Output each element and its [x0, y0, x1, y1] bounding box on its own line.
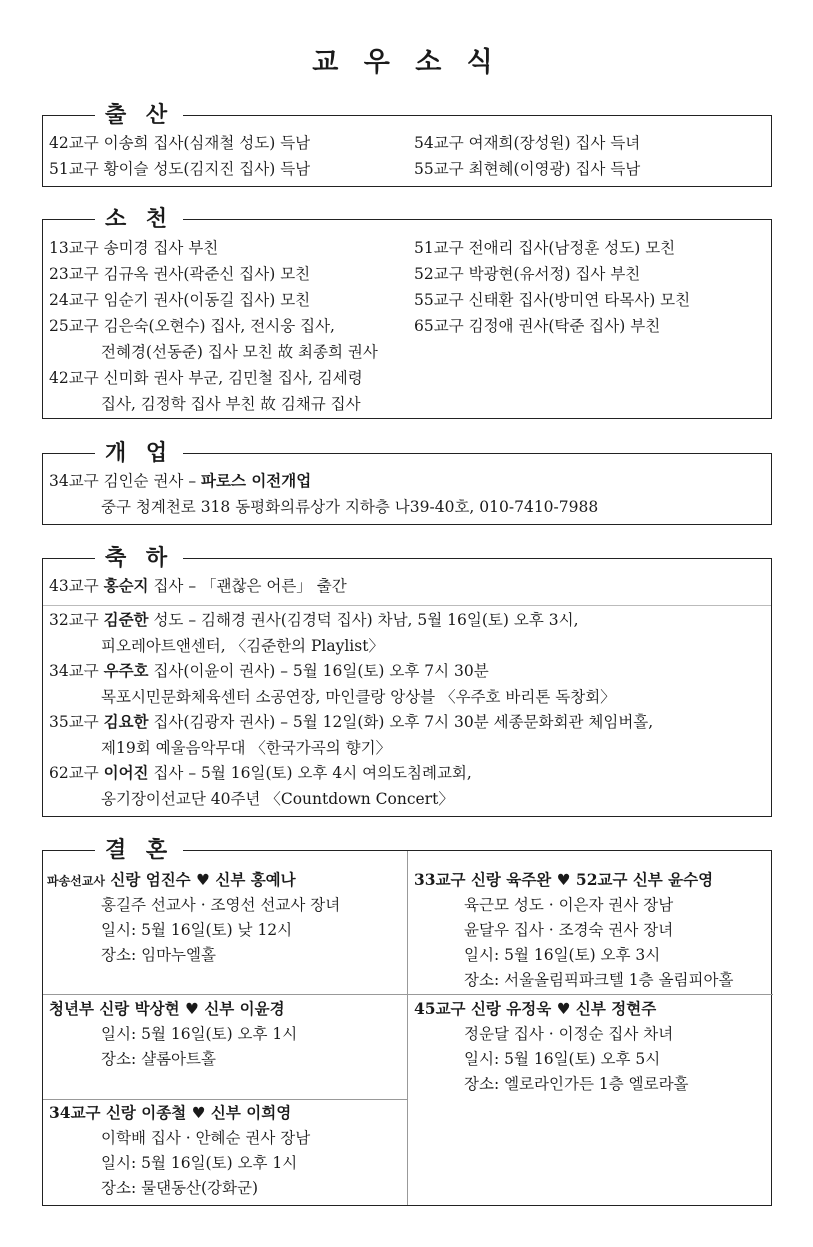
- bride: 신부 이윤경: [204, 999, 285, 1018]
- heart-icon: ♥: [191, 1104, 206, 1122]
- list-item: 제19회 예울음악무대 〈한국가곡의 향기〉: [101, 739, 392, 757]
- opening-section: [42, 440, 772, 525]
- opening-heading: 개 업: [95, 440, 183, 466]
- bride: 신부 홍예나: [215, 870, 296, 889]
- list-item: 24교구 임순기 권사(이동길 집사) 모친: [49, 291, 311, 309]
- groom: 신랑 엄진수: [110, 870, 191, 889]
- item-name: 김준한: [103, 610, 149, 629]
- couple-place: 장소: 물댄동산(강화군): [101, 1179, 259, 1197]
- couple-parents: 윤달우 집사 · 조경숙 권사 장녀: [464, 921, 674, 939]
- item-prefix: 35교구: [49, 713, 104, 731]
- list-item: 51교구 전애리 집사(남정훈 성도) 모친: [414, 239, 676, 257]
- list-item: 55교구 신태환 집사(방미연 타목사) 모친: [414, 291, 691, 309]
- couple-place: 장소: 서울올림픽파크텔 1층 올림피아홀: [464, 971, 734, 989]
- opening-business: 파로스 이전개업: [201, 471, 312, 490]
- list-item: 23교구 김규옥 권사(곽준신 집사) 모친: [49, 265, 311, 283]
- list-item: 52교구 박광현(유서정) 집사 부친: [414, 265, 641, 283]
- list-item: 51교구 황이슬 성도(김지진 집사) 득남: [49, 160, 311, 178]
- item-prefix: 62교구: [49, 764, 104, 782]
- couple-header: [47, 868, 296, 893]
- group-label: 34교구: [49, 1103, 101, 1122]
- couple-place: 장소: 임마누엘홀: [101, 946, 216, 964]
- couple-header: [414, 997, 656, 1021]
- groom: 신랑 육주완: [470, 870, 552, 889]
- divider: [43, 1099, 407, 1100]
- bride: 52교구 신부 윤수영: [575, 870, 714, 889]
- list-item: 13교구 송미경 집사 부친: [49, 239, 219, 257]
- opening-prefix: 34교구 김인순 권사 –: [49, 472, 201, 490]
- congrats-rest: 집사 – 「괜찮은 어른」 출간: [148, 577, 347, 595]
- couple-place: 장소: 엘로라인가든 1층 엘로라홀: [464, 1075, 689, 1093]
- list-item: 65교구 김정애 권사(탁준 집사) 부친: [414, 317, 661, 335]
- couple-header: [49, 997, 285, 1021]
- item-name: 우주호: [103, 661, 149, 680]
- list-item: [49, 761, 472, 785]
- list-item: 옹기장이선교단 40주년 〈Countdown Concert〉: [101, 790, 454, 808]
- couple-parents: 홍길주 선교사 · 조영선 선교사 장녀: [101, 896, 341, 914]
- couple-date: 일시: 5월 16일(토) 오후 1시: [101, 1025, 298, 1043]
- couple-header: [49, 1101, 291, 1125]
- list-item: 42교구 신미화 권사 부군, 김민철 집사, 김세령: [49, 369, 363, 387]
- couple-date: 일시: 5월 16일(토) 오후 1시: [101, 1154, 298, 1172]
- groom: 신랑 이종철: [105, 1103, 187, 1122]
- couple-parents: 이학배 집사 · 안혜순 권사 장남: [101, 1129, 311, 1147]
- group-label: 파송선교사: [47, 874, 105, 888]
- divider: [43, 994, 773, 995]
- death-heading: 소 천: [95, 206, 183, 232]
- couple-place: 장소: 샬롬아트홀: [101, 1050, 216, 1068]
- birth-heading: 출 산: [95, 102, 183, 128]
- heart-icon: ♥: [196, 871, 210, 889]
- wedding-section: [42, 837, 772, 1206]
- congrats-name: 홍순지: [103, 576, 149, 595]
- list-item: 55교구 최현혜(이영광) 집사 득남: [414, 160, 641, 178]
- item-name: 김요한: [103, 712, 149, 731]
- group-label: 33교구: [414, 870, 466, 889]
- list-item: 집사, 김정학 집사 부친 故 김채규 집사: [101, 395, 361, 413]
- opening-line: [49, 469, 311, 493]
- list-item: 42교구 이송희 집사(심재철 성도) 득남: [49, 134, 311, 152]
- wedding-heading: 결 혼: [95, 837, 183, 863]
- couple-date: 일시: 5월 16일(토) 오후 3시: [464, 946, 661, 964]
- list-item: [49, 608, 579, 632]
- couple-header: [414, 868, 713, 892]
- bride: 신부 이희영: [210, 1103, 292, 1122]
- column-divider: [407, 851, 408, 1205]
- bride: 신부 정현주: [575, 999, 657, 1018]
- list-item: 피오레아트앤센터, 〈김준한의 Playlist〉: [101, 637, 384, 655]
- item-rest: 성도 – 김해경 권사(김경덕 집사) 차남, 5월 16일(토) 오후 3시,: [148, 611, 579, 629]
- groom: 신랑 박상현: [99, 999, 180, 1018]
- heart-icon: ♥: [185, 1000, 199, 1018]
- item-prefix: 34교구: [49, 662, 104, 680]
- divider: [43, 605, 771, 606]
- page-title: 교 우 소 식: [312, 47, 501, 78]
- congrats-section: [42, 545, 772, 817]
- list-item: 목포시민문화체육센터 소공연장, 마인클랑 앙상블 〈우주호 바리톤 독창회〉: [101, 688, 616, 706]
- item-rest: 집사 – 5월 16일(토) 오후 4시 여의도침례교회,: [148, 764, 472, 782]
- heart-icon: ♥: [556, 1000, 571, 1018]
- heart-icon: ♥: [556, 871, 571, 889]
- couple-date: 일시: 5월 16일(토) 오후 5시: [464, 1050, 661, 1068]
- list-item: 전혜경(선동준) 집사 모친 故 최종희 권사: [101, 343, 378, 361]
- congrats-prefix: 43교구: [49, 577, 104, 595]
- item-prefix: 32교구: [49, 611, 104, 629]
- couple-parents: 육근모 성도 · 이은자 권사 장남: [464, 896, 674, 914]
- opening-address: 중구 청계천로 318 동평화의류상가 지하층 나39-40호, 010-7410-7988: [101, 498, 599, 516]
- item-rest: 집사(이윤이 권사) – 5월 16일(토) 오후 7시 30분: [148, 662, 489, 680]
- list-item: 54교구 여재희(장성원) 집사 득녀: [414, 134, 641, 152]
- birth-section: [42, 102, 772, 187]
- item-name: 이어진: [103, 763, 149, 782]
- group-label: 45교구: [414, 999, 466, 1018]
- congrats-top: [49, 574, 347, 598]
- groom: 신랑 유정욱: [470, 999, 552, 1018]
- list-item: 25교구 김은숙(오현수) 집사, 전시웅 집사,: [49, 317, 335, 335]
- list-item: [49, 710, 653, 734]
- item-rest: 집사(김광자 권사) – 5월 12일(화) 오후 7시 30분 세종문화회관 체임버홀,: [148, 713, 654, 731]
- death-section: [42, 206, 772, 419]
- list-item: [49, 659, 489, 683]
- congrats-heading: 축 하: [95, 545, 183, 571]
- couple-date: 일시: 5월 16일(토) 낮 12시: [101, 921, 293, 939]
- group-label: 청년부: [49, 999, 94, 1018]
- couple-parents: 정운달 집사 · 이정순 집사 차녀: [464, 1025, 674, 1043]
